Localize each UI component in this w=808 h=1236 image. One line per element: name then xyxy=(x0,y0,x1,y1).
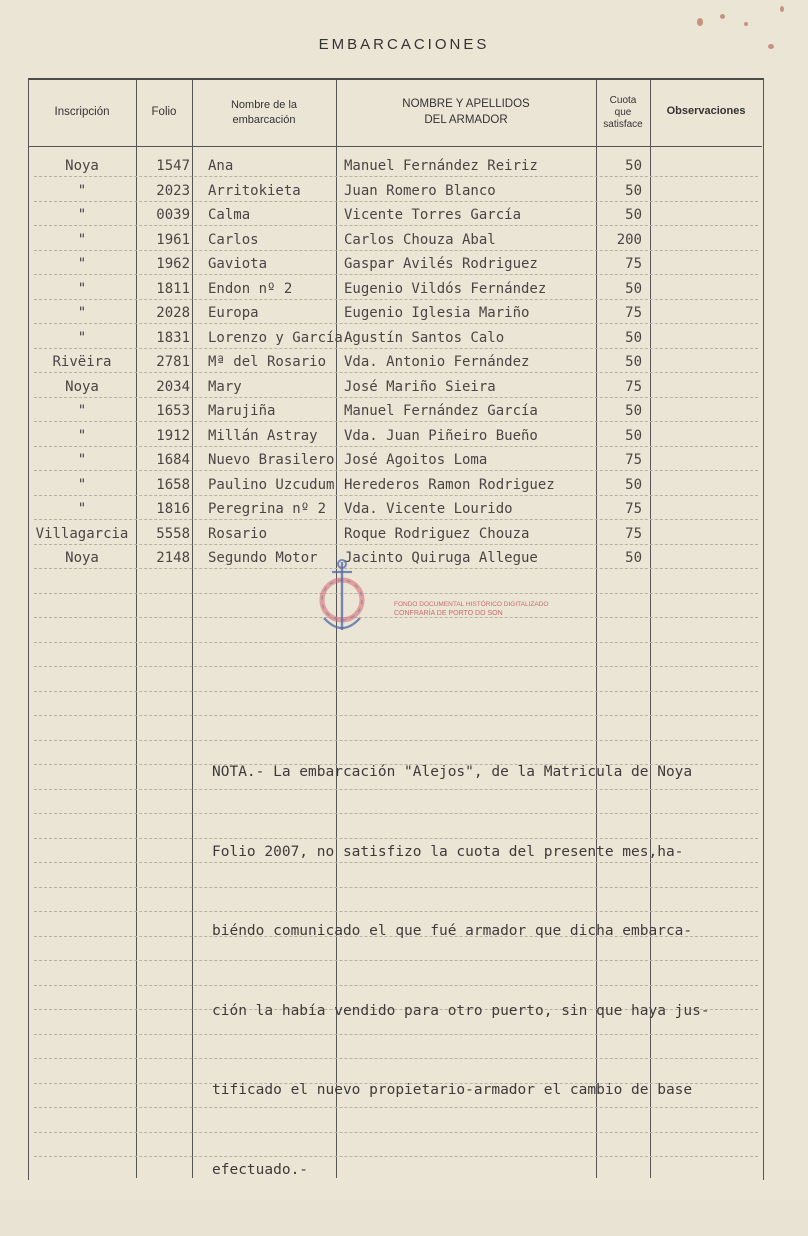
row-cuota: 50 xyxy=(625,329,642,346)
row-inscripcion: Rivëira xyxy=(52,354,112,370)
row-armador: Eugenio Iglesia Mariño xyxy=(344,305,530,321)
row-embarcacion: Europa xyxy=(208,305,259,321)
ruled-line xyxy=(34,274,758,275)
row-folio: 1653 xyxy=(156,403,190,419)
row-embarcacion: Gaviota xyxy=(208,256,268,272)
ruled-line xyxy=(34,666,758,667)
row-cuota: 75 xyxy=(625,452,642,468)
row-armador: José Mariño Sieira xyxy=(344,378,496,395)
row-inscripcion: " xyxy=(77,256,87,272)
row-folio: 1831 xyxy=(156,329,190,346)
row-armador: Carlos Chouza Abal xyxy=(344,231,496,248)
row-folio: 0039 xyxy=(156,207,190,223)
row-inscripcion: Villagarcia xyxy=(35,525,129,542)
anchor-stamp xyxy=(312,556,372,636)
row-armador: Gaspar Avilés Rodriguez xyxy=(344,256,538,272)
row-folio: 1912 xyxy=(156,427,190,444)
row-inscripcion: " xyxy=(77,476,87,493)
row-cuota: 50 xyxy=(625,403,642,419)
row-armador: Eugenio Vildós Fernández xyxy=(344,280,547,297)
row-cuota: 50 xyxy=(625,427,642,444)
row-inscripcion: " xyxy=(77,231,87,248)
ruled-line xyxy=(34,201,758,202)
row-cuota: 75 xyxy=(625,378,642,395)
row-embarcacion: Carlos xyxy=(208,231,259,248)
row-folio: 1962 xyxy=(156,256,190,272)
row-armador: Vda. Juan Piñeiro Bueño xyxy=(344,427,538,444)
nota-line: NOTA.- La embarcación "Alejos", de la Matricula de Noya xyxy=(212,764,693,780)
row-folio: 2023 xyxy=(156,182,190,199)
row-inscripcion: " xyxy=(77,329,87,346)
header-armador: NOMBRE Y APELLIDOS DEL ARMADOR xyxy=(402,98,530,126)
stain xyxy=(697,18,703,26)
header-folio: Folio xyxy=(151,106,177,119)
row-armador: Manuel Fernández Reiriz xyxy=(344,158,538,174)
stain xyxy=(780,6,784,12)
row-cuota: 75 xyxy=(625,305,642,321)
row-folio: 1961 xyxy=(156,231,190,248)
ruled-line xyxy=(34,421,758,422)
header-cuota: Cuota que satisface xyxy=(603,95,643,130)
row-armador: José Agoitos Loma xyxy=(344,452,488,468)
ruled-line xyxy=(34,544,758,545)
row-armador: Manuel Fernández García xyxy=(344,403,538,419)
row-armador: Roque Rodriguez Chouza xyxy=(344,525,530,542)
row-inscripcion: " xyxy=(77,207,87,223)
ruled-line xyxy=(34,691,758,692)
row-folio: 1547 xyxy=(156,158,190,174)
row-embarcacion: Mary xyxy=(208,378,242,395)
nota-block xyxy=(212,706,772,1236)
row-inscripcion: " xyxy=(77,452,87,468)
row-cuota: 50 xyxy=(625,207,642,223)
row-armador: Juan Romero Blanco xyxy=(344,182,496,199)
page-title: EMBARCACIONES xyxy=(318,36,490,53)
nota-line: efectuado.- xyxy=(212,1161,309,1178)
header-inscripcion: Inscripción xyxy=(54,106,110,119)
nota-line: biéndo comunicado el que fué armador que dicha embarca- xyxy=(212,923,693,939)
ruled-line xyxy=(34,642,758,643)
row-cuota: 50 xyxy=(625,550,642,566)
row-folio: 2781 xyxy=(156,354,190,370)
row-cuota: 50 xyxy=(625,280,642,297)
row-folio: 2028 xyxy=(156,305,190,321)
row-armador: Vda. Vicente Lourido xyxy=(344,501,513,517)
row-armador: Jacinto Quiruga Allegue xyxy=(344,550,538,566)
header-observaciones: Observaciones xyxy=(666,105,746,117)
row-armador: Agustín Santos Calo xyxy=(344,329,505,346)
ruled-line xyxy=(34,519,758,520)
row-inscripcion: Noya xyxy=(65,158,99,174)
row-embarcacion: Rosario xyxy=(208,525,268,542)
ruled-line xyxy=(34,568,758,569)
row-folio: 1658 xyxy=(156,476,190,493)
row-folio: 1684 xyxy=(156,452,190,468)
stain xyxy=(744,22,748,26)
row-armador: Herederos Ramon Rodriguez xyxy=(344,476,555,493)
row-embarcacion: Peregrina nº 2 xyxy=(208,501,327,517)
row-inscripcion: " xyxy=(77,403,87,419)
row-embarcacion: Ana xyxy=(208,158,234,174)
header-nombre-embarcacion: Nombre de la embarcación xyxy=(230,99,298,126)
header-rule xyxy=(28,146,762,147)
row-inscripcion: " xyxy=(77,501,87,517)
row-embarcacion: Marujiña xyxy=(208,403,276,419)
row-inscripcion: " xyxy=(77,280,87,297)
row-cuota: 50 xyxy=(625,354,642,370)
row-cuota: 75 xyxy=(625,501,642,517)
stamp-caption: FONDO DOCUMENTAL HISTÓRICO DIGITALIZADO CONFRARÍA DE PORTO DO SON xyxy=(394,601,549,617)
ruled-line xyxy=(34,397,758,398)
row-cuota: 50 xyxy=(625,158,642,174)
ruled-line xyxy=(34,250,758,251)
row-embarcacion: Nuevo Brasilero xyxy=(208,452,335,468)
row-embarcacion: Endon nº 2 xyxy=(208,280,293,297)
nota-line: ción la había vendido para otro puerto, sin que haya jus- xyxy=(212,1002,710,1019)
row-inscripcion: " xyxy=(77,305,87,321)
row-embarcacion: Segundo Motor xyxy=(208,550,318,566)
row-cuota: 75 xyxy=(625,525,642,542)
ruled-line xyxy=(34,299,758,300)
nota-line: Folio 2007, no satisfizo la cuota del presente mes,ha- xyxy=(212,843,684,860)
row-embarcacion: Lorenzo y García xyxy=(208,329,343,346)
row-cuota: 50 xyxy=(625,182,642,199)
row-embarcacion: Millán Astray xyxy=(208,427,318,444)
ruled-line xyxy=(34,225,758,226)
row-cuota: 50 xyxy=(625,476,642,493)
row-inscripcion: Noya xyxy=(65,550,99,566)
row-embarcacion: Arritokieta xyxy=(208,182,301,199)
row-folio: 2034 xyxy=(156,378,190,395)
row-inscripcion: " xyxy=(77,427,87,444)
row-armador: Vicente Torres García xyxy=(344,207,522,223)
row-embarcacion: Paulino Uzcudum xyxy=(208,476,335,493)
row-cuota: 75 xyxy=(625,256,642,272)
row-cuota: 200 xyxy=(616,231,642,248)
row-armador: Vda. Antonio Fernández xyxy=(344,354,530,370)
ruled-line xyxy=(34,348,758,349)
ruled-line xyxy=(34,495,758,496)
column-divider xyxy=(192,80,193,1178)
row-folio: 5558 xyxy=(156,525,190,542)
stain xyxy=(720,14,725,19)
column-divider xyxy=(136,80,137,1178)
ruled-line xyxy=(34,176,758,177)
row-embarcacion: Calma xyxy=(208,207,251,223)
nota-line: tificado el nuevo propietario-armador el cambio de base xyxy=(212,1082,693,1098)
row-inscripcion: Noya xyxy=(65,378,99,395)
ruled-line xyxy=(34,323,758,324)
row-embarcacion: Mª del Rosario xyxy=(208,354,327,370)
row-inscripcion: " xyxy=(77,182,87,199)
ruled-line xyxy=(34,372,758,373)
ruled-line xyxy=(34,446,758,447)
row-folio: 2148 xyxy=(156,550,190,566)
row-folio: 1811 xyxy=(156,280,190,297)
row-folio: 1816 xyxy=(156,501,190,517)
ruled-line xyxy=(34,470,758,471)
ruled-line xyxy=(34,593,758,594)
